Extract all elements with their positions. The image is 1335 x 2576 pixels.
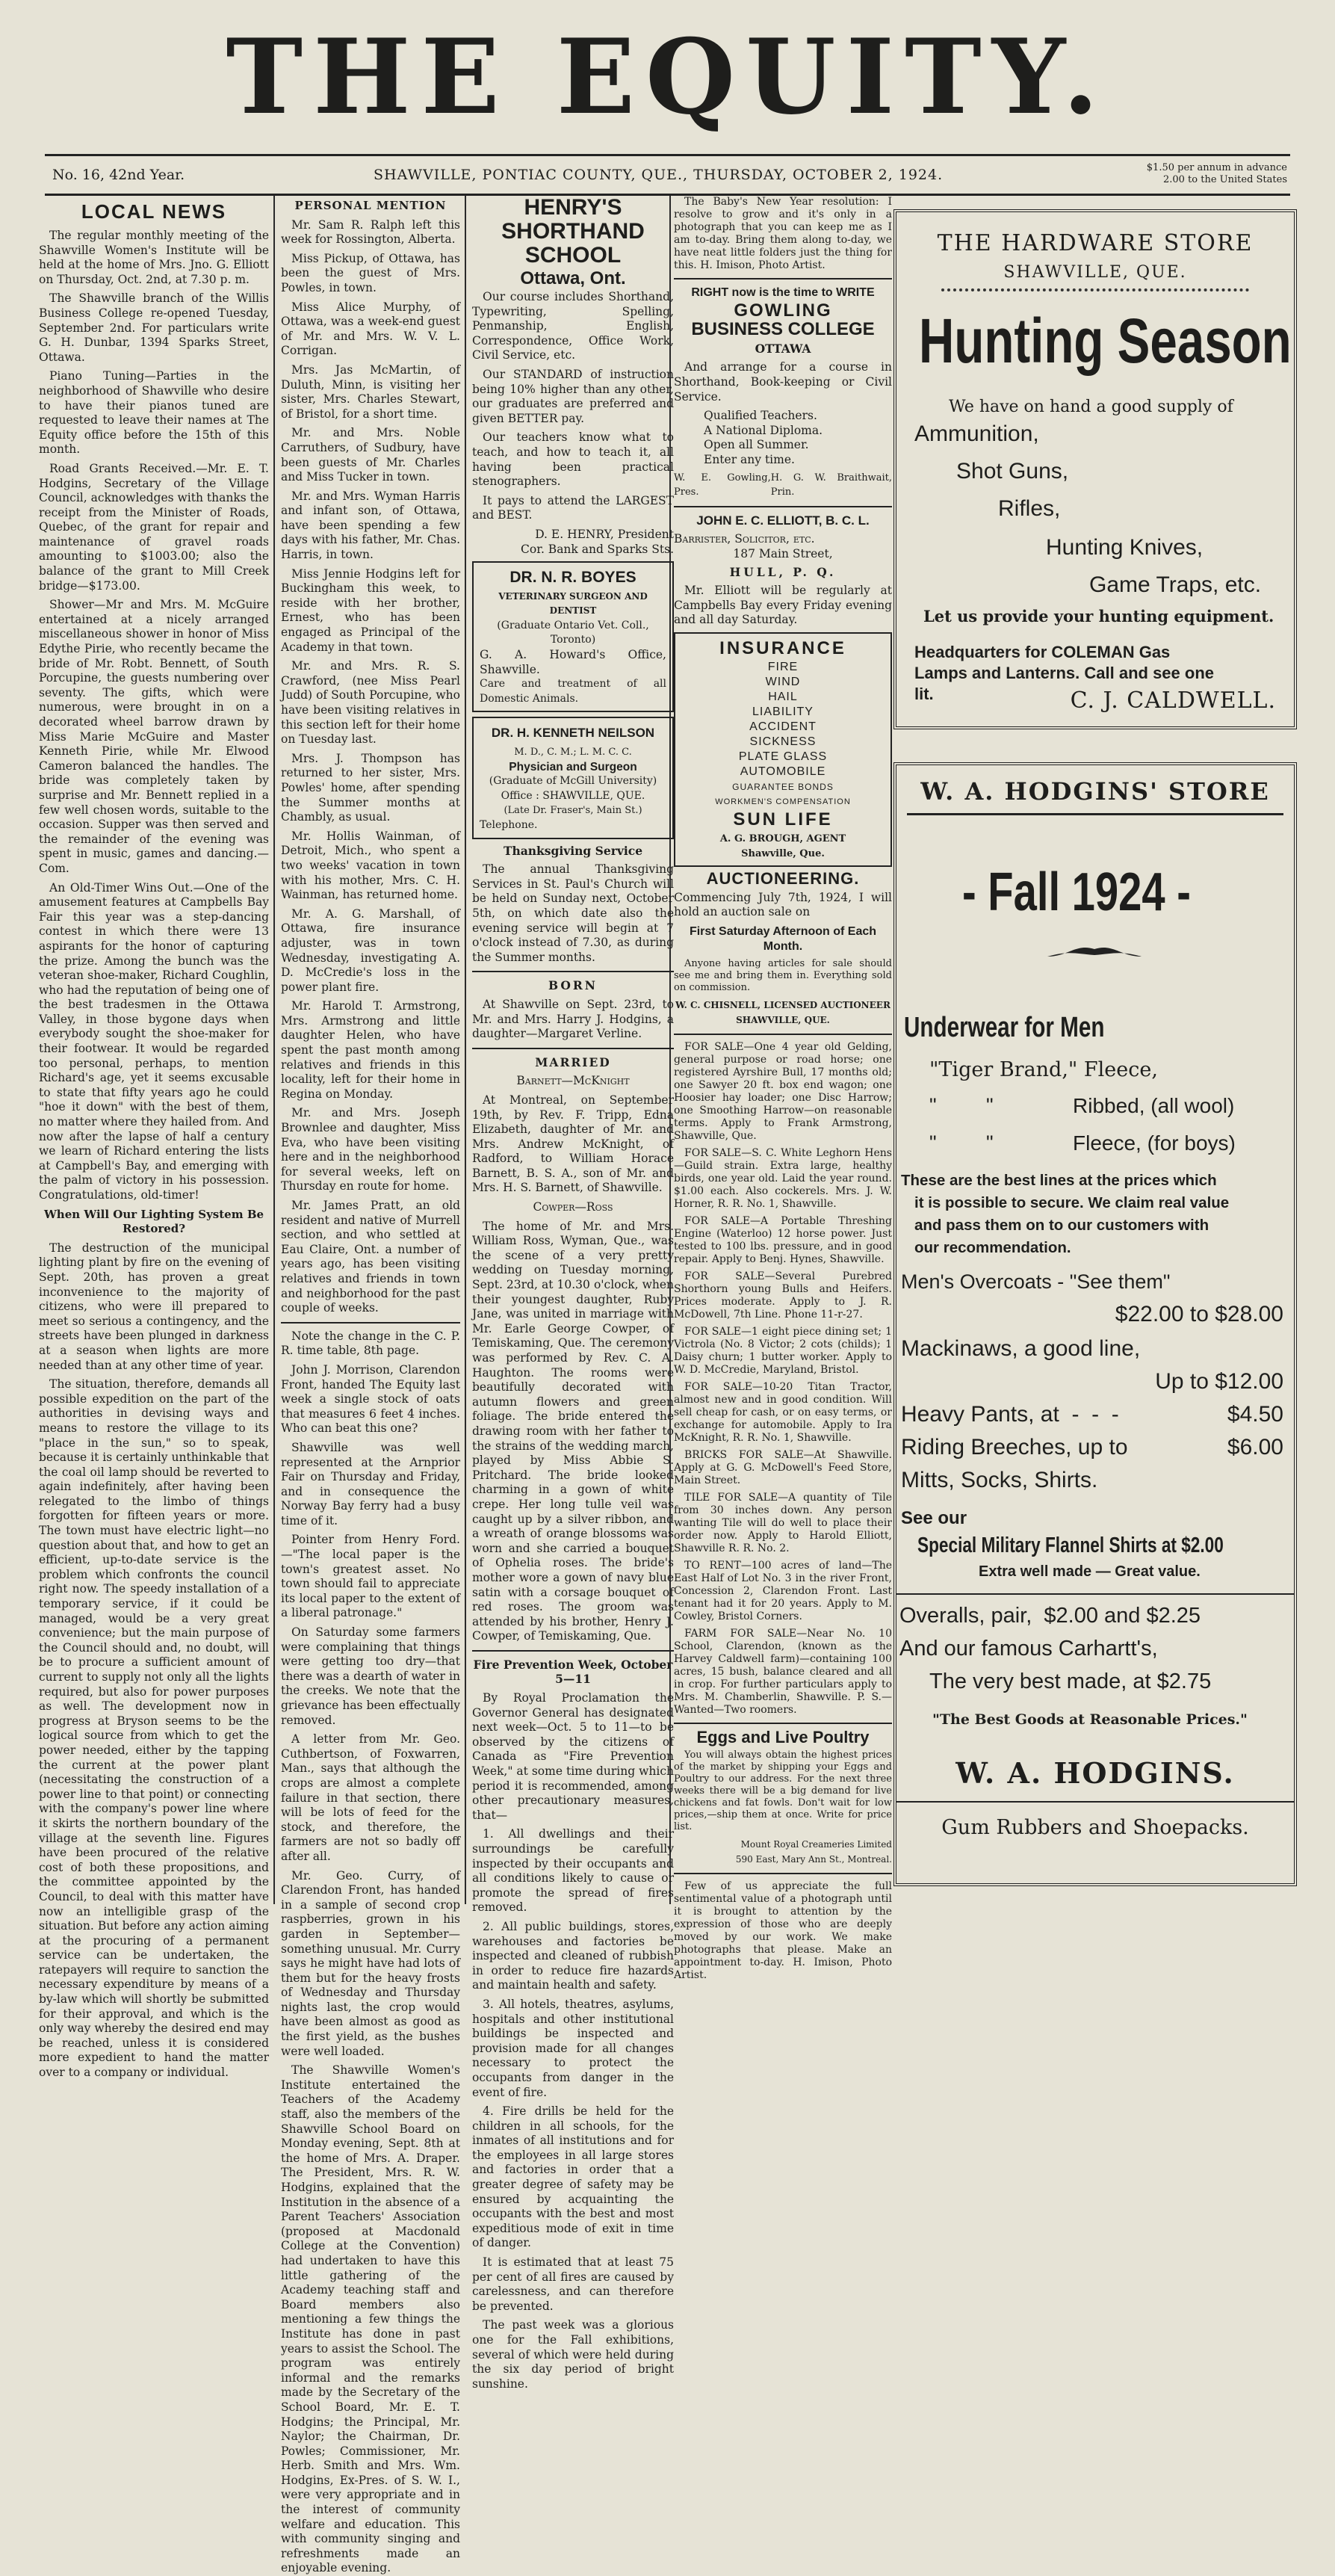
item: Mrs. J. Thompson has returned to her sister, Mrs. Powles' home, after spending the Summer months at Chambly, as usual.: [281, 751, 460, 824]
henry-school-ad: [472, 196, 674, 290]
riding-breeches-line: Riding Breeches, up to: [901, 1435, 1128, 1460]
classified: TO RENT—100 acres of land—The East Half of Lot No. 3 in the river Front, Concession 2, Clarendon Front. Last tenant had it for 20 years. Apply to M. Cowley, Bristol Corners.: [674, 1560, 892, 1623]
overalls-line: Overalls, pair, $2.00 and $2.25: [899, 1604, 1201, 1628]
insurance-line: WORKMEN'S COMPENSATION: [715, 797, 851, 807]
eggs-text: You will always obtain the highest prices of the market by shipping your Eggs and Poultry to our address. For the next three weeks there will be a big demand for live chickens and fat fowls. Don't wait for low prices,—ship them at once. Write for price list.: [674, 1749, 892, 1832]
item: John J. Morrison, Clarendon Front, handed The Equity last week a single stock of oats that measures 6 feet 4 inches. Who can beat this one?: [281, 1362, 460, 1436]
item: Mr. Harold T. Armstrong, Mrs. Armstrong and little daughter Helen, who have spent the past month among relatives and friends in this locality, left for their home in Regina on Monday.: [281, 999, 460, 1101]
heavy-pants-line: Heavy Pants, at - - -: [901, 1402, 1119, 1427]
item: Mr. and Mrs. Wyman Harris and infant son, of Ottawa, have been spending a few days with his father, Mr. Chas. Harris, in town.: [281, 489, 460, 562]
gowling-list: [674, 409, 892, 467]
ornament-icon: [1046, 940, 1143, 960]
insurance-line: GUARANTEE BONDS: [732, 782, 834, 793]
hardware-coleman: Lamps and Lanterns. Call and see one: [914, 664, 1214, 682]
item: Mr. Geo. Curry, of Clarendon Front, has handed in a sample of second crop raspberries, grown in his garden in September—something unusual. Mr. Curry says he might have had lots of them but for the heavy frosts of Wednesday and Thursday nights last, the crop would have been almost as good as the first yield, as the bushes were well loaded.: [281, 1868, 460, 2058]
article: Road Grants Received.—Mr. E. T. Hodgins, Secretary of the Village Council, acknowledges with thanks the receipt from the Minister of Roads, Quebec, of the grant for repair and maintenance of gravel roads amounting to $1003.00; also the balance of the grant to Mill Creek bridge—$173.00.: [39, 461, 269, 593]
see-our: See our: [901, 1508, 967, 1528]
lighting-heading: When Will Our Lighting System Be Restored?: [43, 1207, 264, 1236]
riding-breeches-price: $6.00: [1227, 1435, 1283, 1460]
hardware-owner: C. J. CALDWELL.: [1070, 688, 1276, 714]
neilson-office: Office : SHAWVILLE, QUE.: [501, 789, 645, 802]
hardware-item: Game Traps, etc.: [1089, 572, 1262, 597]
divider: [674, 278, 892, 279]
article: The Shawville branch of the Willis Business College re-opened Tuesday, September 2nd. For particulars write G. H. Dunbar, 1394 Sparks Street, Ottawa.: [39, 291, 269, 364]
henry-subtitle: SHORTHAND SCHOOL: [501, 219, 645, 268]
elliott-address: 187 Main Street,: [733, 546, 833, 560]
ad-text: Our teachers know what to teach, and how to teach it, all having been practical stenographers.: [472, 430, 674, 489]
ad-text: Mr. Elliott will be regularly at Campbells Bay every Friday evening and all day Saturday.: [674, 584, 892, 627]
article: Shower—Mr and Mrs. M. McGuire entertained at a nicely arranged miscellaneous shower in honor of Miss Edythe Pirie, who recently became the bride of Mr. Robt. Bennett, of South Porcupine, the guests numbering over seventy. The gifts, which were numerous, were brought in on a decorated wheel barrow drawn by Miss Marie McGuire and Master Kenneth Pirie, while Mr. Elwood Cameron balanced the handles. The bride was completely taken by surprise and Mr. Bennett replied in a few well chosen words, suitable to the occasion. Supper was then served and the remainder of the evening was spent in music, games and dancing.—Com.: [39, 598, 269, 875]
sun-life: SUN LIFE: [733, 809, 833, 830]
mackinaws-price: Up to $12.00: [1155, 1369, 1283, 1394]
personal-mention-heading: PERSONAL MENTION: [294, 199, 447, 212]
henry-address: Cor. Bank and Sparks Sts.: [521, 542, 674, 556]
notice: At Montreal, on September 19th, by Rev. F. Tripp, Edna Elizabeth, daughter of Mr. and Mrs. Andrew McKnight, of Radford, to William Horace Barnett, B. S. A., son of Mr. and Mrs. H. S. Barnett, of Shawville.: [472, 1093, 674, 1195]
ad-text: And arrange for a course in Shorthand, Book-keeping or Civil Service.: [674, 360, 892, 404]
flannel-shirts: Special Military Flannel Shirts at $2.00: [917, 1533, 1224, 1557]
ribbed-line: Ribbed, (all wool): [1073, 1094, 1235, 1117]
fleece-line: Fleece, (for boys): [1073, 1131, 1236, 1155]
classified: FOR SALE—S. C. White Leghorn Hens—Guild strain. Extra large, healthy birds, one year old. Laid the year round. $1.00 each. Also cockerels. Mrs. J. W. Horner, R. R. No. 1, Shawville.: [674, 1147, 892, 1211]
auction-heading: AUCTIONEERING.: [706, 869, 860, 889]
fall-headline: - Fall 1924 -: [962, 862, 1191, 922]
divider: [674, 1723, 892, 1724]
boyes-name: DR. N. R. BOYES: [509, 569, 636, 587]
gowling-name: GOWLING: [734, 300, 832, 321]
item: The Shawville Women's Institute entertained the Teachers of the Academy staff, also the members of the Shawville School Board on Monday evening, Sept. 8th at the home of Mrs. A. Draper. The President, Mrs. R. W. Hodgins, explained that the Institution in the absence of a Parent Teachers' Association (proposed at Macdonald College at the Convention) had undertaken to have this little gathering of the Academy teaching staff and Board members also mentioning a few things the Institute has done in past years to assist the School. The program was entirely informal and the remarks made by the Secretary of the School Board, Mr. E. T. Hodgins; the Principal, Mr. Naylor; the Chairman, Dr. Powles; Commissioner, Mr. Herb. Smith and Mrs. Wm. Hodgins, Ex-Pres. of S. W. I., were very appropriate and in the interest of community welfare and education. This with community singing and refreshments made an enjoyable evening.: [281, 2063, 460, 2575]
item: Miss Jennie Hodgins left for Buckingham this week, to reside with her brother, Ernest, who has been engaged as Principal of the Academy in that town.: [281, 566, 460, 654]
notices-column: [472, 195, 674, 2391]
boyes-care: Care and treatment of all Domestic Animals.: [480, 678, 666, 705]
price-canada: $1.50 per annum in advance: [1146, 162, 1287, 173]
subscription-price: [1147, 162, 1287, 186]
notice: The past week was a glorious one for the Fall exhibitions, several of which were held during the six day period of bright sunshine.: [472, 2318, 674, 2391]
article: The situation, therefore, demands all possible expedition on the part of the authorities in devising ways and means to restore the village to its "place in the sun," so to speak, because it is certainly unthinkable that the coal oil lamp should be reverted to again indefinitely, after having been relegated to the limbo of things forgotten for fifteen years or more. The town must have electric light—no question about that, and how to get an efficient, up-to-date service is the problem which confronts the council right now. The speedy installation of a temporary service, if it could be managed, would be a very great convenience; but the main purpose of the Council should and, no doubt, will be to procure a sufficient amount of current to supply not only all the lights required, but also for power purposes as well. The development now in progress at Bryson seems to be the logical source from which to get the power needed, either by the tapping the current at the power plant (necessitating the construction of a power line to that point) or connecting with the company's power line where it skirts the northern boundary of the village at the seventh line. Figures have been procured of the relative cost of both these propositions, and the committee appointed by the Council, to deal with this matter have now an intelligible grasp of the situation. But before any action aiming at the procuring of a permanent service can be undertaken, the ratepayers will require to sanction the necessary expenditure by means of a by-law which will shortly be submitted for their approval, and which is the only way whereby the desired end may be reached, unless it is considered more expedient to hand the matter over to a company or individual.: [39, 1377, 269, 2080]
ads-column: [674, 196, 892, 1982]
notice: The annual Thanksgiving Services in St. Paul's Church will be held on Sunday next, October 5th, on which date also the evening service will begin at 7 o'clock instead of 7.30, as during the Summer months.: [472, 862, 674, 964]
thanksgiving-heading: Thanksgiving Service: [503, 843, 643, 858]
hodgins-title: W. A. HODGINS' STORE: [907, 777, 1283, 815]
article: The destruction of the municipal lighting plant by fire on the evening of Sept. 20th, has proven a great inconvenience to the majority of citizens, who were ill prepared to meet so serious a contingency, and the streets have been plunged in darkness at a season when lights are more needed than at any other time of year.: [39, 1241, 269, 1372]
classified: FOR SALE—1 eight piece dining set; 1 Victrola (No. 8 Victor; 2 cots (childs); 1 Daisy churn; 1 butter worker. Apply to W. D. McCredie, Maryland, Bristol.: [674, 1326, 892, 1377]
masthead: THE EQUITY.: [226, 16, 1109, 138]
divider: [674, 506, 892, 507]
divider: [472, 1650, 674, 1652]
item: Mr. Sam R. Ralph left this week for Rossington, Alberta.: [281, 217, 460, 247]
insurance-line: FIRE: [767, 661, 799, 674]
insurance-line: LIABILITY: [752, 705, 814, 719]
insurance-line: SICKNESS: [749, 735, 817, 749]
divider: [674, 1873, 892, 1874]
photo-notice: Few of us appreciate the full sentimental value of a photograph until it is brought to attention by the expression of those who are deeply moved by our work. We make photographs that please. Make an appointment to-day. H. Imison, Photo Artist.: [674, 1880, 892, 1982]
insurance-city: Shawville, Que.: [741, 847, 825, 859]
gowling-right: RIGHT now is the time to WRITE: [691, 286, 875, 299]
wedding-names: Barnett—McKnight: [516, 1074, 630, 1088]
hardware-city: SHAWVILLE, QUE.: [1003, 263, 1187, 282]
notice: 2. All public buildings, stores, warehouses and factories be inspected and cleaned of rubbish in order to reduce fire hazards and maintain health and safety.: [472, 1919, 674, 1992]
insurance-line: PLATE GLASS: [738, 750, 828, 764]
ditto-mark: ": [929, 1094, 937, 1116]
elliott-name: JOHN E. C. ELLIOTT, B. C. L.: [696, 513, 870, 528]
insurance-line: ACCIDENT: [749, 720, 817, 734]
item: Miss Pickup, of Ottawa, has been the guest of Mrs. Powles, in town.: [281, 251, 460, 294]
notice: By Royal Proclamation the Governor General has designated next week—Oct. 5 to 11—to be observed by the citizens of Canada as "Fire Prevention Week," at some time during which period it is recommended, among other precautionary measures, that—: [472, 1691, 674, 1822]
henry-signature: D. E. HENRY, President: [535, 527, 674, 541]
ornament-rule: [941, 288, 1249, 291]
eggs-heading: Eggs and Live Poultry: [696, 1728, 870, 1747]
elliott-city: HULL, P. Q.: [729, 564, 837, 579]
divider: [896, 1801, 1294, 1803]
notice: 3. All hotels, theatres, asylums, hospitals and other institutional buildings be inspected and provision made for all changes necessary to protect the occupants from danger in the event of fire.: [472, 1997, 674, 2099]
tiger-brand: "Tiger Brand," Fleece,: [929, 1058, 1158, 1081]
overcoats-line: Men's Overcoats - "See them": [901, 1270, 1171, 1293]
classified: FOR SALE—A Portable Threshing Engine (Waterloo) 12 horse power. Just tested to 100 lbs. pressure, and in good repair. Apply to Benj. Hynes, Shawville.: [674, 1215, 892, 1266]
hardware-item: Hunting Knives,: [1046, 535, 1204, 560]
insurance-heading: INSURANCE: [719, 637, 846, 658]
hardware-coleman: lit.: [914, 685, 934, 703]
extra-well-made: Extra well made — Great value.: [979, 1563, 1201, 1580]
column-rule: [273, 196, 275, 1904]
divider: [896, 1593, 1294, 1595]
auction-signature: W. C. CHISNELL, LICENSED AUCTIONEER SHAWVILLE, QUE.: [675, 1000, 890, 1025]
hardware-intro: We have on hand a good supply of: [949, 398, 1233, 416]
notice: It is estimated that at least 75 per cent of all fires are caused by carelessness, and can therefore be prevented.: [472, 2255, 674, 2313]
hardware-store-ad: [893, 209, 1297, 729]
boyes-card: [472, 561, 674, 712]
notice: The home of Mr. and Mrs. William Ross, Wyman, Que., was the scene of a very pretty wedding on Tuesday morning, Sept. 23rd, at 10.30 o'clock, when their youngest daughter, Ruby Jane, was united in marriage with Mr. Earle George Cowper, of Temiskaming, Que. The ceremony was performed by Rev. C. A. Haughton. The rooms were beautifully decorated with autumn flowers and green foliage. The bride entered the drawing room with her father to the strains of the wedding march, played by Miss Abbie S. Pritchard. The bride looked charming in a gown of white crepe. Her long tulle veil was caught up by a silver ribbon, and a wreath of orange blossoms was worn and she carried a bouquet of Ophelia roses. The bride's mother wore a gown of navy blue satin with a corsage bouquet of red roses. The groom was attended by his brother, Henry J. Cowper, of Temiskaming, Que.: [472, 1219, 674, 1643]
gowling-signatures: [674, 471, 892, 500]
ditto-mark: ": [929, 1131, 937, 1154]
classified: FOR SALE—10-20 Titan Tractor, almost new and in good condition. Will sell cheap for cash, or on easy terms, or exchange for automobile. Apply to Ira McKnight, R. R. No. 1, Shawville.: [674, 1381, 892, 1445]
married-heading: MARRIED: [535, 1054, 611, 1069]
insurance-line: AUTOMOBILE: [740, 765, 826, 779]
carhartt-line: And our famous Carhartt's,: [899, 1637, 1158, 1661]
item: Mr. and Mrs. Joseph Brownlee and daughter, Miss Eva, who have been visiting here and in the neighborhood for several weeks, left on Thursday en route for home.: [281, 1106, 460, 1193]
best-lines-text: These are the best lines at the prices which: [901, 1172, 1217, 1189]
born-heading: BORN: [548, 978, 598, 993]
notice: 4. Fire drills be held for the children in all schools, for the inmates of all institutions and for the employees in all large stores and factories in order that a greater degree of safety may be ensured by acquainting the occupants with the best and most expeditious mode of exit in time of danger.: [472, 2104, 674, 2250]
neilson-telephone: Telephone.: [480, 819, 538, 831]
article: Piano Tuning—Parties in the neighborhood of Shawville who desire to have their pianos tuned are requested to leave their names at The Equity office before the 15th of this month.: [39, 369, 269, 457]
item: Shawville was well represented at the Arnprior Fair on Thursday and Friday, and in consequence the Norway Bay ferry had a busy time of it.: [281, 1440, 460, 1528]
underwear-heading: Underwear for Men: [904, 1012, 1105, 1043]
auction-date: First Saturday Afternoon of Each Month.: [689, 925, 877, 953]
gowling-prin: H. G. W. Braithwait, Prin.: [770, 472, 892, 498]
item: Mr. and Mrs. Noble Carruthers, of Sudbury, have been guests of Mr. Charles and Miss Tucker in town.: [281, 426, 460, 484]
issue-number: No. 16, 42nd Year.: [52, 167, 185, 183]
insurance-line: HAIL: [768, 691, 798, 704]
mackinaws-line: Mackinaws, a good line,: [901, 1336, 1141, 1361]
hodgins-store-ad: [893, 762, 1297, 1886]
neilson-degrees: M. D., C. M.; L. M. C. C.: [514, 747, 632, 759]
gowling-pres: W. E. Gowling, Pres.: [674, 472, 771, 498]
insurance-agent: A. G. BROUGH, AGENT: [719, 833, 846, 845]
divider: [281, 1322, 460, 1323]
neilson-grad: (Graduate of McGill University): [489, 775, 657, 788]
item: On Saturday some farmers were complaining that things were getting too dry—that there was a dearth of water in the creeks. We note that the grievance has been effectually removed.: [281, 1625, 460, 1727]
item: Mr. James Pratt, an old resident and native of Murrell section, and who settled at Eau Claire, Ont. a number of years ago, has been visiting relatives and friends in town and neighborhood for the past couple of weeks.: [281, 1199, 460, 1315]
henry-city: Ottawa, Ont.: [520, 268, 626, 288]
mitts-line: Mitts, Socks, Shirts.: [901, 1468, 1098, 1492]
article: The regular monthly meeting of the Shawville Women's Institute will be held at the home of Mrs. Jno. G. Elliott on Thursday, Oct. 2nd, at 7.30 p. m.: [39, 229, 269, 286]
divider: [472, 971, 674, 972]
overcoats-price: $22.00 to $28.00: [1115, 1302, 1283, 1326]
ad-text: Our STANDARD of instruction being 10% higher than any other, our graduates are preferred and given BETTER pay.: [472, 367, 674, 425]
item: A letter from Mr. Geo. Cuthbertson, of Foxwarren, Man., says that although the crops are almost a complete failure in that section, there will be lots of feed for the stock, and therefore, the farmers are not so badly off after all.: [281, 1732, 460, 1863]
hardware-title: THE HARDWARE STORE: [937, 230, 1254, 256]
item: Mr. Hollis Wainman, of Detroit, Mich., who spent a two weeks' vacation in town with his mother, Mrs. C. H. Wainman, has returned home.: [281, 829, 460, 902]
divider: [674, 1034, 892, 1035]
heavy-pants-price: $4.50: [1227, 1402, 1283, 1427]
best-lines-text: our recommendation.: [914, 1239, 1071, 1256]
hardware-coleman: Headquarters for COLEMAN Gas: [914, 643, 1171, 661]
item: Pointer from Henry Ford.—"The local paper is the town's greatest asset. No town should fail to appreciate its local paper to the extent of a liberal patronage.": [281, 1533, 460, 1620]
notice: 1. All dwellings and their surroundings be carefully inspected by their occupants and all conditions likely to cause or promote the spread of fires removed.: [472, 1827, 674, 1915]
local-news-column: [39, 196, 269, 2080]
gowling-city: OTTAWA: [755, 341, 811, 356]
personal-mention-column: [281, 196, 460, 2575]
boyes-title: VETERINARY SURGEON AND DENTIST: [498, 590, 648, 617]
boyes-grad: (Graduate Ontario Vet. Coll., Toronto): [497, 619, 649, 646]
gowling-line: A National Diploma.: [704, 423, 823, 437]
neilson-late: (Late Dr. Fraser's, Main St.): [504, 805, 642, 817]
fire-week-heading: Fire Prevention Week, October 5—11: [473, 1657, 673, 1687]
item: Mr. and Mrs. R. S. Crawford, (nee Miss Pearl Judd) of South Porcupine, who have been visiting relatives in this section left for their home on Tuesday last.: [281, 659, 460, 747]
item: Mrs. Jas McMartin, of Duluth, Minn, is visiting her sister, Mrs. Charles Stewart, of Bristol, for a short time.: [281, 362, 460, 421]
gum-rubbers: Gum Rubbers and Shoepacks.: [941, 1816, 1249, 1839]
divider: [472, 1048, 674, 1049]
boyes-office: G. A. Howard's Office, Shawville.: [480, 648, 666, 676]
column-rule: [465, 196, 466, 1904]
hardware-equipment: Let us provide your hunting equipment.: [923, 607, 1274, 626]
item: Miss Alice Murphy, of Ottawa, was a week-end guest of Mr. and Mrs. W. V. L. Corrigan.: [281, 300, 460, 358]
ditto-mark: ": [986, 1131, 994, 1154]
photo-notice: The Baby's New Year resolution: I resolve to grow and it's only in a photograph that you can keep me as I am to-day. Bring them along to-day, we have neat little folders just the thing for this. H. Imison, Photo Artist.: [674, 196, 892, 271]
gowling-line: Enter any time.: [704, 452, 795, 466]
neilson-name: DR. H. KENNETH NEILSON: [491, 726, 655, 741]
elliott-title: Barrister, Solicitor, etc.: [674, 532, 815, 546]
neilson-title: Physician and Surgeon: [509, 760, 637, 773]
classified: BRICKS FOR SALE—At Shawville. Apply at G. G. McDowell's Feed Store, Main Street.: [674, 1449, 892, 1487]
best-goods-slogan: "The Best Goods at Reasonable Prices.": [932, 1711, 1248, 1728]
hunting-season-headline: Hunting Season: [919, 306, 1292, 376]
item: Note the change in the C. P. R. time table, 8th page.: [281, 1329, 460, 1358]
hardware-item: Ammunition,: [914, 421, 1039, 446]
gowling-line: Open all Summer.: [704, 438, 809, 452]
auction-text: Commencing July 7th, 1924, I will hold an auction sale on: [674, 890, 892, 919]
ad-text: Our course includes Shorthand, Typewriting, Spelling, Penmanship, English, Correspondence, Office Work, Civil Service, etc.: [472, 290, 674, 362]
best-lines-text: and pass them on to our customers with: [914, 1217, 1209, 1234]
hardware-item: Shot Guns,: [956, 459, 1069, 484]
item: Mr. A. G. Marshall, of Ottawa, fire insurance adjuster, was in town Wednesday, investigating A. D. McCredie's loss in the power plant fire.: [281, 906, 460, 994]
notice: At Shawville on Sept. 23rd, to Mr. and Mrs. Harry J. Hodgins, a daughter—Margaret Verline.: [472, 997, 674, 1041]
neilson-card: [472, 717, 674, 838]
eggs-address: 590 East, Mary Ann St., Montreal.: [735, 1853, 892, 1865]
auction-text: Anyone having articles for sale should see me and bring them in. Everything sold on commission.: [674, 958, 892, 994]
wedding-names: Cowper—Ross: [533, 1200, 613, 1214]
eggs-company: Mount Royal Creameries Limited: [740, 1839, 892, 1850]
classified: TILE FOR SALE—A quantity of Tile from 30 inches down. Any person wanting Tile will do well to place their order now. Apply to Harold Elliott, Shawville R. R. No. 2.: [674, 1492, 892, 1555]
insurance-line: WIND: [765, 676, 801, 689]
price-us: 2.00 to the United States: [1162, 174, 1287, 185]
best-lines-text: it is possible to secure. We claim real value: [914, 1194, 1230, 1211]
hodgins-owner: W. A. HODGINS.: [955, 1756, 1235, 1790]
classified: FOR SALE—One 4 year old Gelding, general purpose or road horse; one registered Ayrshire Bull, 17 months old; one Sawyer 20 ft. box end wagon; one Hoosier hay loader; one Disc Harrow; one Smoothing Harrow—on reasonable terms. Apply to Frank Armstrong, Shawville, Que.: [674, 1041, 892, 1143]
local-news-heading: LOCAL NEWS: [81, 200, 227, 223]
gowling-line: Qualified Teachers.: [704, 409, 817, 423]
henry-title: HENRY'S: [524, 195, 622, 220]
classified: FOR SALE—Several Purebred Shorthorn young Bulls and Heifers. Prices moderate. Apply to J. R. McDowell, 7th Line. Phone 11-r-27.: [674, 1270, 892, 1321]
ditto-mark: ": [986, 1094, 994, 1116]
insurance-ad: [674, 632, 892, 867]
very-best-line: The very best made, at $2.75: [929, 1670, 1212, 1693]
article: An Old-Timer Wins Out.—One of the amusement features at Campbells Bay Fair this year was a step-dancing contest in which there were 13 aspirants for the honor of capturing the prize. Among the bunch was the veteran shoe-maker, Richard Coughlin, who had the reputation of being one of the best tradesmen in the Ottawa Valley, in those bygone days when everybody sought the shoe-maker for their footwear. It would be regarded too personal, perhaps, to mention Richard's age, yet it seems excusable to state that fifty years ago he could "hoe it down" with the best of them, no matter where they hailed from. And now after the lapse of half a century we learn of Richard entering the lists at Campbell's Bay, and emerging with the palm of victory in his possession. Congratulations, old-timer!: [39, 880, 269, 1202]
place-date: SHAWVILLE, PONTIAC COUNTY, QUE., THURSDAY, OCTOBER 2, 1924.: [374, 167, 944, 183]
ad-text: It pays to attend the LARGEST and BEST.: [472, 493, 674, 522]
classified: FARM FOR SALE—Near No. 10 School, Clarendon, (known as the Harvey Caldwell farm)—containing 100 acres, 15 bush, balance cleared and all in crop. For further particulars apply to Mrs. M. Chamberlin, Shawville. P. S.—Wanted—Two roomers.: [674, 1628, 892, 1717]
gowling-college: BUSINESS COLLEGE: [691, 319, 875, 340]
dateline: [45, 154, 1290, 196]
hardware-item: Rifles,: [998, 496, 1061, 521]
